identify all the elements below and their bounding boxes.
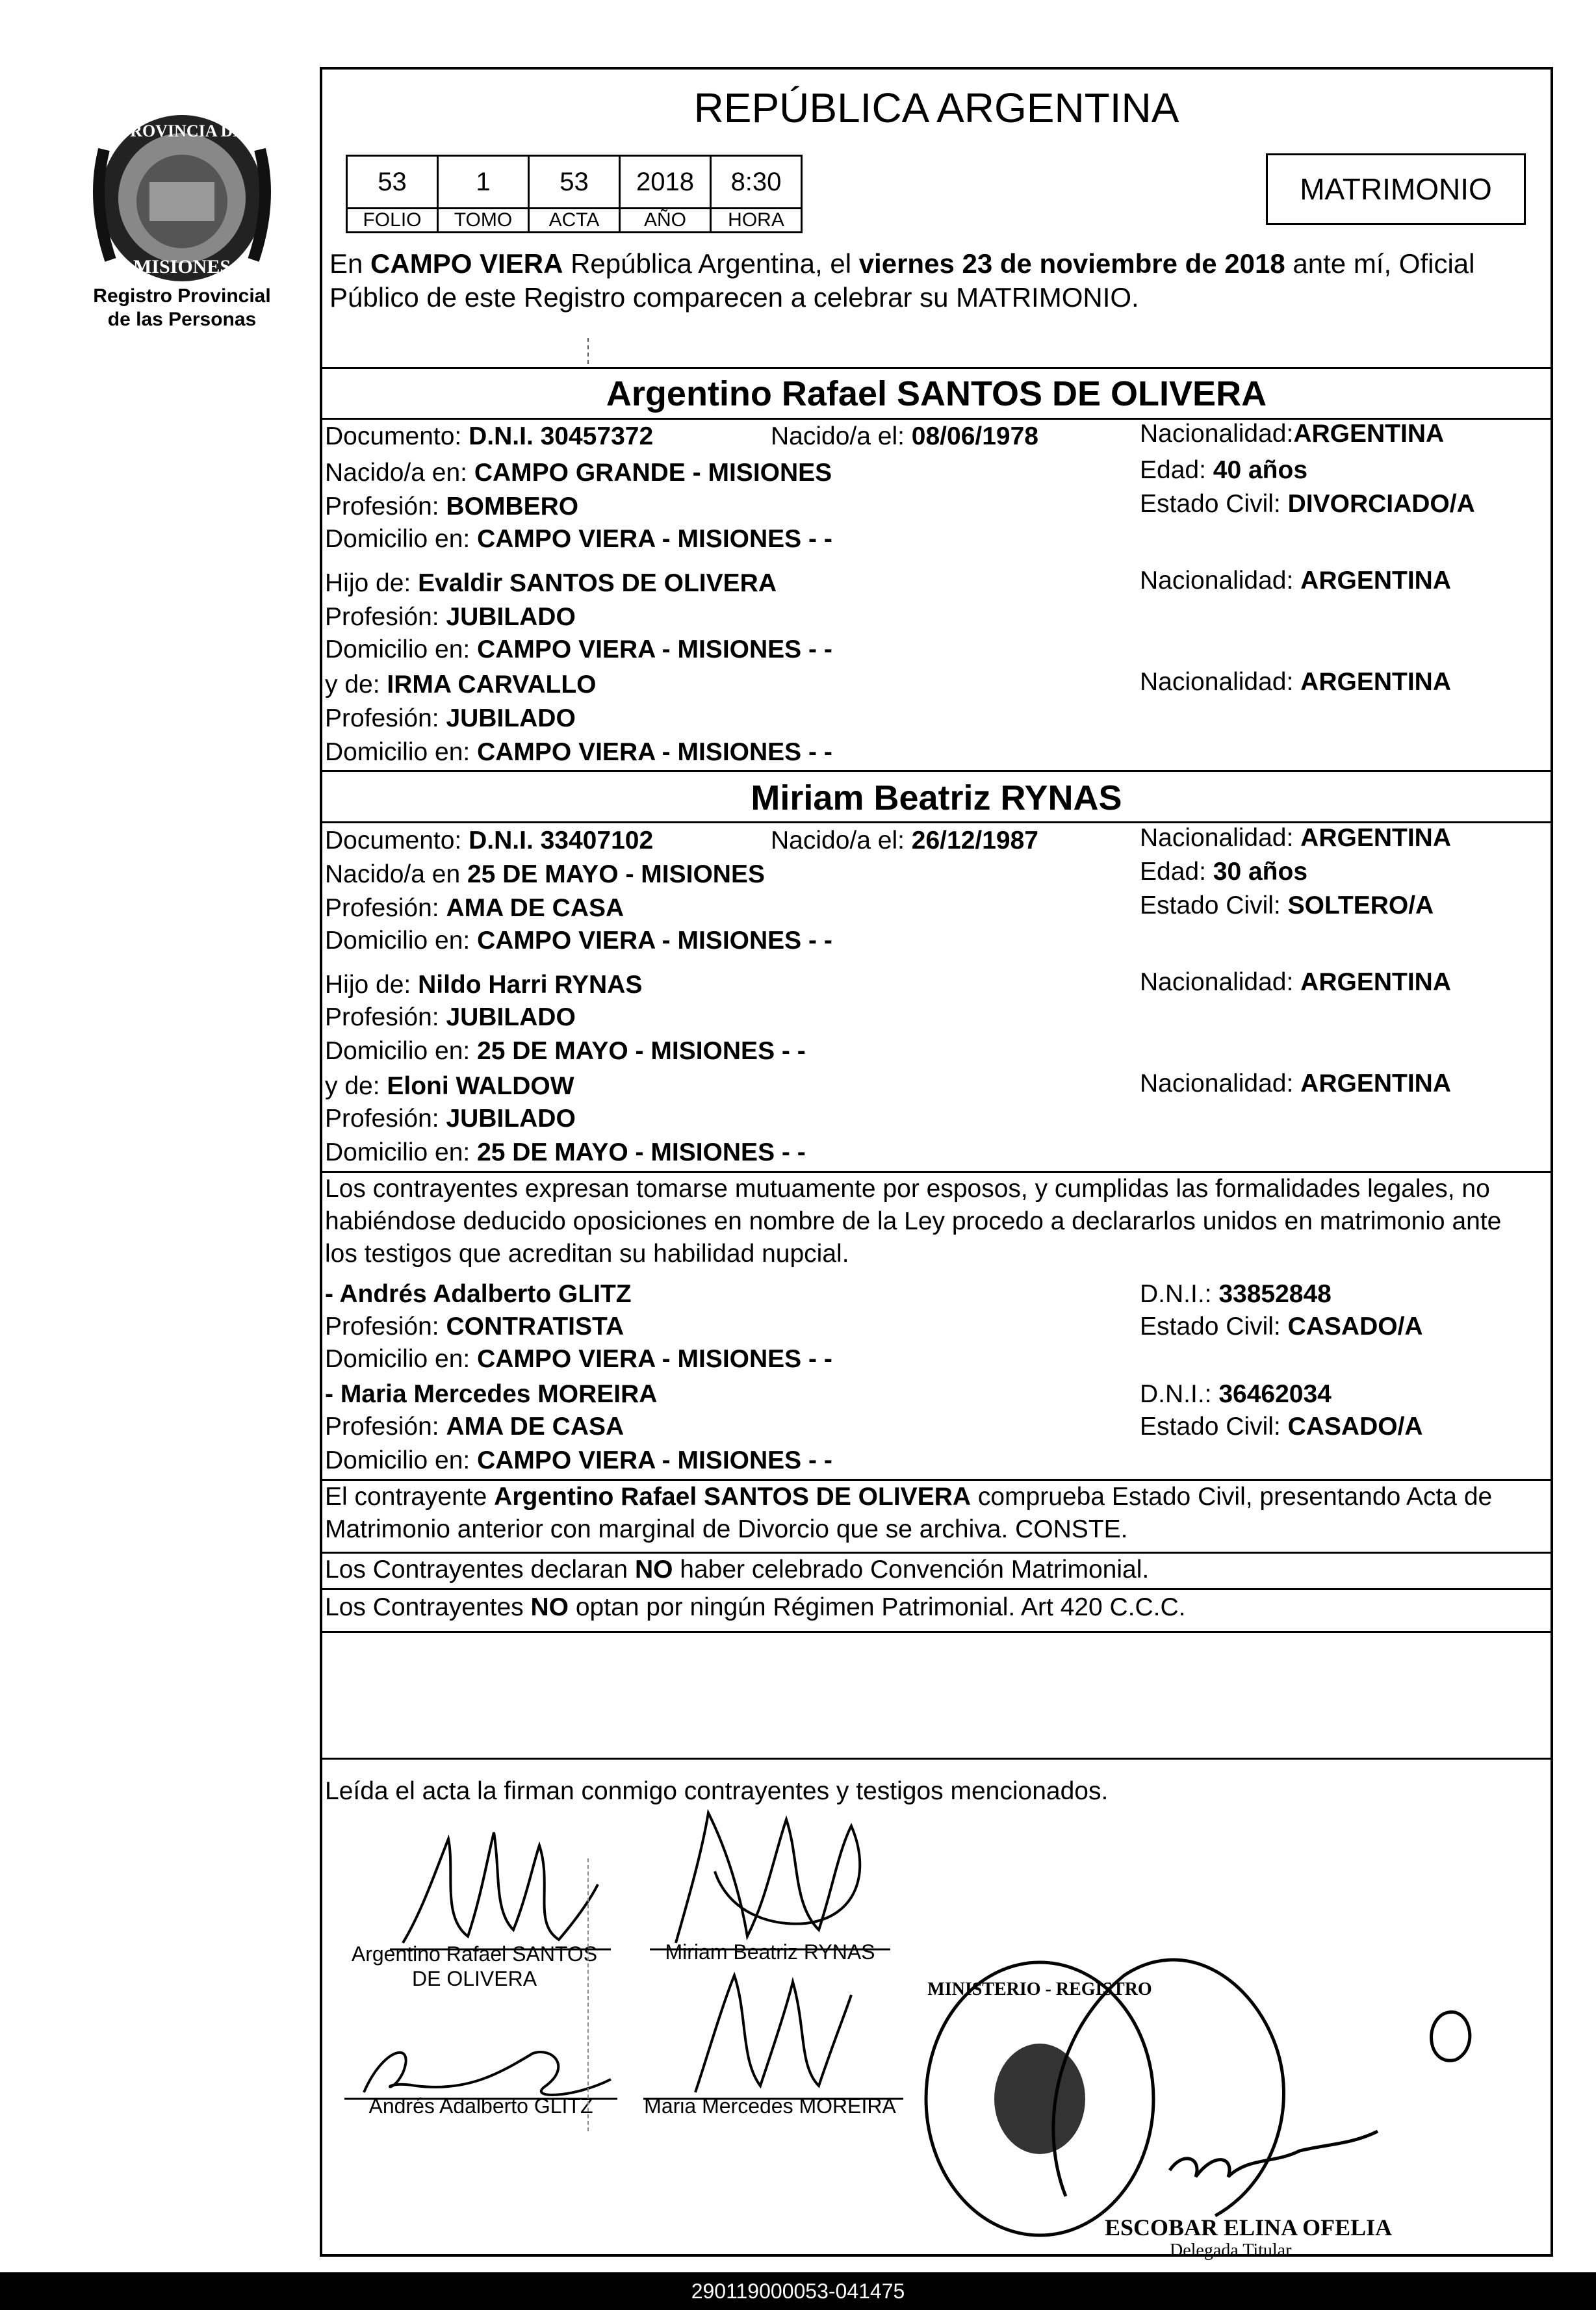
closing-statement: Leída el acta la firman conmigo contrayentes y testigos mencionados.	[325, 1777, 1109, 1805]
registry-logo	[78, 110, 286, 289]
tomo-value: 1	[438, 156, 529, 209]
groom-father: Hijo de: Evaldir SANTOS DE OLIVERA	[325, 569, 777, 597]
bride-mother: y de: Eloni WALDOW	[325, 1072, 574, 1100]
bride-signature-caption: Miriam Beatriz RYNAS	[665, 1940, 875, 1964]
groom-signature-caption: Argentino Rafael SANTOS DE OLIVERA	[351, 1942, 598, 1990]
folio-value: 53	[347, 156, 438, 209]
act-type-box: MATRIMONIO	[1266, 153, 1526, 225]
groom-born: Nacido/a el: 08/06/1978	[771, 422, 1038, 450]
witness-1-civil-status: Estado Civil: CASADO/A	[1140, 1313, 1423, 1341]
witness-2-address: Domicilio en: CAMPO VIERA - MISIONES - -	[325, 1446, 832, 1474]
anio-value: 2018	[620, 156, 711, 209]
witness-2-name: - Maria Mercedes MOREIRA	[325, 1380, 658, 1408]
witness-1-profession: Profesión: CONTRATISTA	[325, 1313, 624, 1341]
bride-father: Hijo de: Nildo Harri RYNAS	[325, 971, 643, 999]
civil-status-note-line-2: Matrimonio anterior con marginal de Divorcio que se archiva. CONSTE.	[325, 1515, 1128, 1543]
bride-mother-nationality: Nacionalidad: ARGENTINA	[1140, 1070, 1452, 1097]
bride-mother-profession: Profesión: JUBILADO	[325, 1105, 576, 1133]
bride-nationality: Nacionalidad: ARGENTINA	[1140, 824, 1452, 852]
document-barcode-number: 290119000053-041475	[0, 2272, 1596, 2310]
bride-father-profession: Profesión: JUBILADO	[325, 1003, 576, 1031]
divider	[320, 1588, 1553, 1590]
groom-mother-profession: Profesión: JUBILADO	[325, 704, 576, 732]
hora-value: 8:30	[711, 156, 802, 209]
bride-father-address: Domicilio en: 25 DE MAYO - MISIONES - -	[325, 1037, 806, 1065]
declaration-line-1: Los contrayentes expresan tomarse mutuamente por esposos, y cumplidas las formalidades legales, no	[325, 1175, 1490, 1203]
groom-profession: Profesión: BOMBERO	[325, 493, 579, 520]
witness-2-dni: D.N.I.: 36462034	[1140, 1380, 1332, 1408]
stamp-text: MINISTERIO - REGISTRO	[927, 1979, 1152, 1999]
acta-label: ACTA	[529, 209, 620, 233]
seal-text-top: PROVINCIA DE	[120, 122, 244, 140]
groom-birthplace: Nacido/a en: CAMPO GRANDE - MISIONES	[325, 459, 832, 487]
witness-2-profession: Profesión: AMA DE CASA	[325, 1413, 624, 1441]
declaration-line-2: habiéndose deducido oposiciones en nombre de la Ley procedo a declararlos unidos en matrimonio ante	[325, 1207, 1502, 1235]
bride-civil-status: Estado Civil: SOLTERO/A	[1140, 892, 1434, 919]
official-stamp-and-signature	[910, 1936, 1534, 2261]
groom-signature-icon	[364, 1819, 624, 1956]
intro-line-1: En CAMPO VIERA República Argentina, el viernes 23 de noviembre de 2018 ante mí, Oficial	[329, 248, 1475, 279]
divider	[320, 367, 1553, 369]
page-title: REPÚBLICA ARGENTINA	[693, 84, 1179, 131]
groom-age: Edad: 40 años	[1140, 456, 1308, 484]
act-identifier-table	[346, 155, 803, 233]
bride-born: Nacido/a el: 26/12/1987	[771, 827, 1038, 854]
acta-value: 53	[529, 156, 620, 209]
tomo-label: TOMO	[438, 209, 529, 233]
stray-mark	[587, 338, 589, 364]
witness-2-signature-icon	[637, 1956, 910, 2105]
groom-address: Domicilio en: CAMPO VIERA - MISIONES - -	[325, 525, 832, 553]
declaration-line-3: los testigos que acreditan su habilidad nupcial.	[325, 1240, 849, 1268]
official-stamp-emblem-icon	[994, 2044, 1085, 2154]
witness-2-signature-caption: Maria Mercedes MOREIRA	[644, 2094, 896, 2118]
witness-1-address: Domicilio en: CAMPO VIERA - MISIONES - -	[325, 1345, 832, 1373]
witness-2-civil-status: Estado Civil: CASADO/A	[1140, 1413, 1423, 1441]
divider	[320, 1171, 1553, 1173]
groom-nationality: Nacionalidad:ARGENTINA	[1140, 420, 1445, 448]
divider	[320, 1479, 1553, 1481]
divider	[320, 770, 1553, 772]
groom-father-address: Domicilio en: CAMPO VIERA - MISIONES - -	[325, 635, 832, 663]
bride-signature-icon	[637, 1793, 910, 1956]
groom-doc: Documento: D.N.I. 30457372	[325, 422, 654, 450]
provincial-seal-icon	[78, 110, 286, 286]
bride-doc: Documento: D.N.I. 33407102	[325, 827, 654, 854]
bride-age: Edad: 30 años	[1140, 858, 1308, 886]
groom-mother-nationality: Nacionalidad: ARGENTINA	[1140, 668, 1452, 696]
divider	[320, 1758, 1553, 1760]
registry-caption: Registro Provincial de las Personas	[93, 285, 271, 330]
regime-line-2: Los Contrayentes NO optan por ningún Régimen Patrimonial. Art 420 C.C.C.	[325, 1593, 1186, 1621]
divider	[320, 1552, 1553, 1554]
bride-father-nationality: Nacionalidad: ARGENTINA	[1140, 968, 1452, 996]
witness-1-dni: D.N.I.: 33852848	[1140, 1280, 1332, 1308]
witness-1-name: - Andrés Adalberto GLITZ	[325, 1280, 632, 1308]
civil-status-note-line-1: El contrayente Argentino Rafael SANTOS DE OLIVERA comprueba Estado Civil, presentando Acta de	[325, 1483, 1493, 1511]
groom-mother-address: Domicilio en: CAMPO VIERA - MISIONES - -	[325, 738, 832, 766]
folio-label: FOLIO	[347, 209, 438, 233]
official-title: Delegada Titular	[1170, 2240, 1292, 2261]
intro-line-2: Público de este Registro comparecen a celebrar su MATRIMONIO.	[329, 282, 1139, 313]
hora-label: HORA	[711, 209, 802, 233]
official-name: ESCOBAR ELINA OFELIA	[1105, 2214, 1393, 2240]
groom-civil-status: Estado Civil: DIVORCIADO/A	[1140, 490, 1475, 518]
divider	[320, 1631, 1553, 1633]
anio-label: AÑO	[620, 209, 711, 233]
bride-profession: Profesión: AMA DE CASA	[325, 894, 624, 922]
groom-mother: y de: IRMA CARVALLO	[325, 671, 597, 699]
witness-1-signature-caption: Andrés Adalberto GLITZ	[368, 2094, 593, 2118]
bride-birthplace: Nacido/a en 25 DE MAYO - MISIONES	[325, 860, 765, 888]
regime-line-1: Los Contrayentes declaran NO haber celebrado Convención Matrimonial.	[325, 1556, 1150, 1584]
groom-father-nationality: Nacionalidad: ARGENTINA	[1140, 567, 1452, 595]
bride-mother-address: Domicilio en: 25 DE MAYO - MISIONES - -	[325, 1138, 806, 1166]
bride-name: Miriam Beatriz RYNAS	[751, 778, 1122, 817]
groom-father-profession: Profesión: JUBILADO	[325, 603, 576, 631]
stray-mark	[587, 1858, 589, 2131]
bride-address: Domicilio en: CAMPO VIERA - MISIONES - -	[325, 927, 832, 955]
groom-name: Argentino Rafael SANTOS DE OLIVERA	[606, 374, 1267, 413]
seal-text-bottom: MISIONES	[133, 256, 231, 277]
